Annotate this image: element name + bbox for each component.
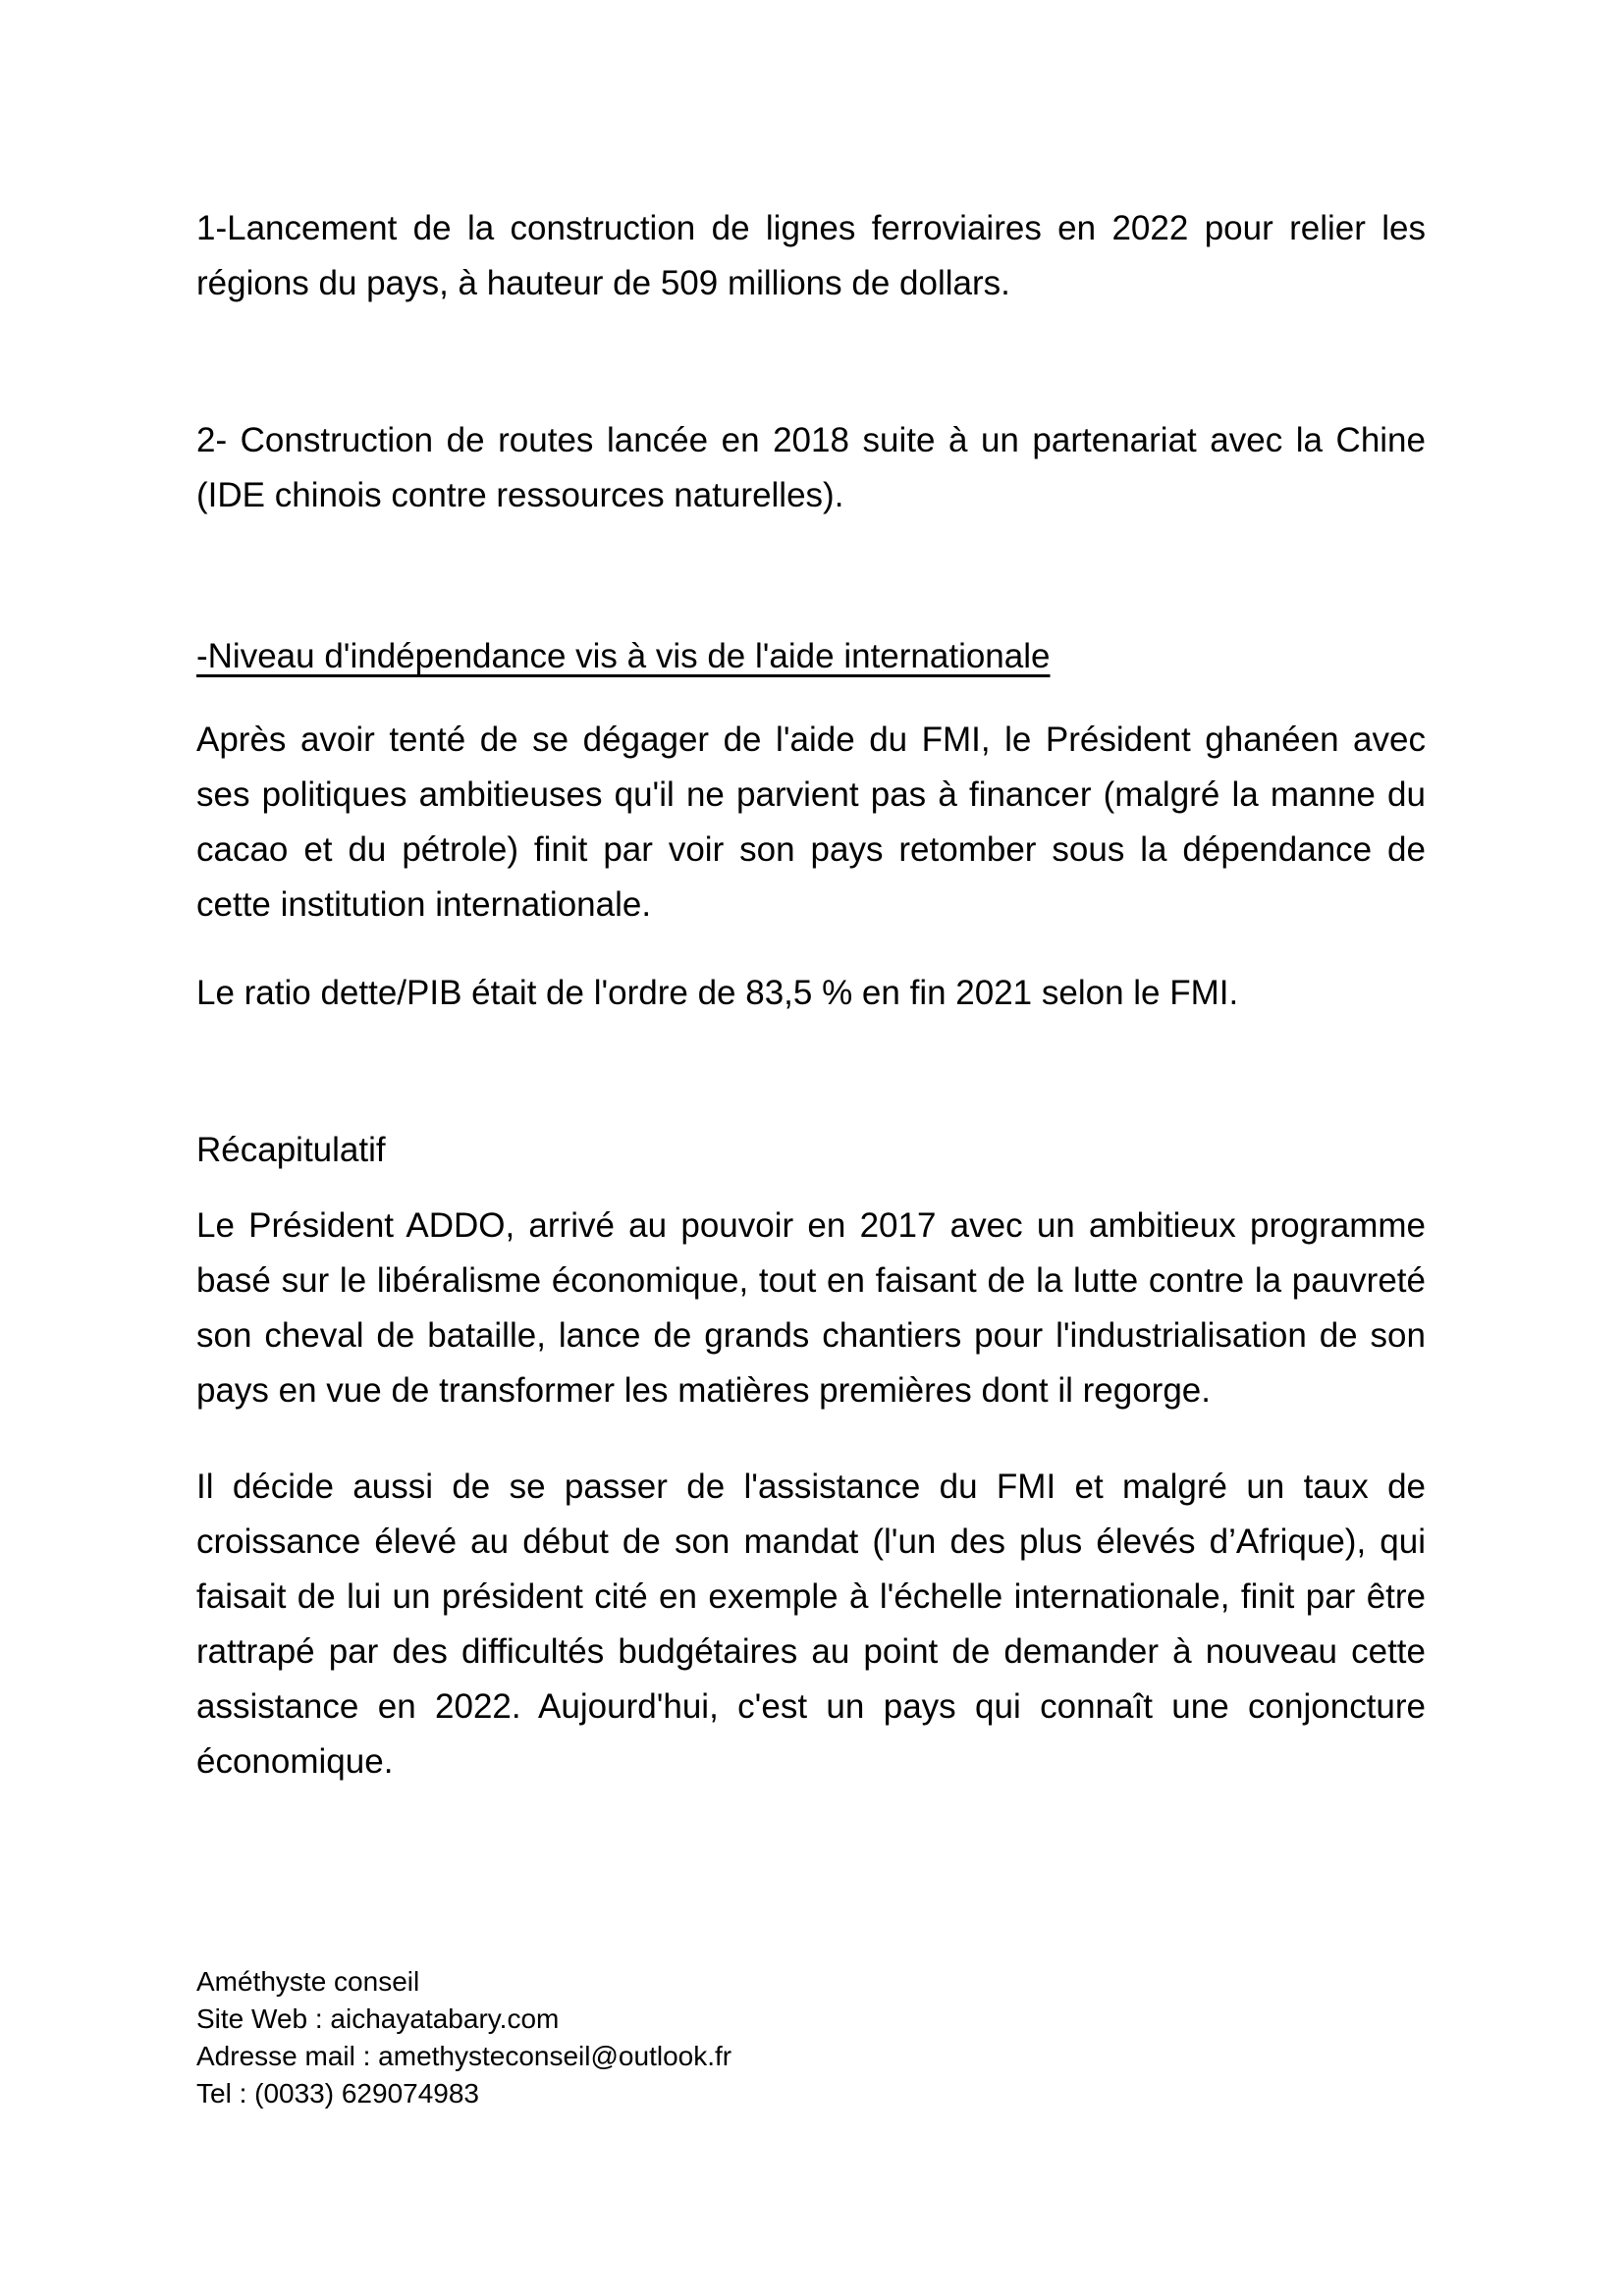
footer-phone: Tel : (0033) 629074983 [196,2078,479,2109]
footer-company: Améthyste conseil [196,1966,420,1997]
paragraph-debt-ratio: Le ratio dette/PIB était de l'ordre de 83,5 % en fin 2021 selon le FMI. [196,974,1239,1012]
footer-block [196,1963,1426,2112]
paragraph-fmi-dependence: Après avoir tenté de se dégager de l'aide du FMI, le Président ghanéen avec ses politiques ambitieuses qu'il ne parvient pas à financer (malgré la manne du cacao et du pétrole) finit par voir son pays retomber sous la dépendance de cette institution internationale. [196,721,1426,924]
section-heading-independence [196,629,1426,684]
paragraph-railways: 1-Lancement de la construction de lignes ferroviaires en 2022 pour relier les régions du pays, à hauteur de 509 millions de dollars. [196,209,1426,302]
paragraph-roads: 2- Construction de routes lancée en 2018 suite à un partenariat avec la Chine (IDE chinois contre ressources naturelles). [196,421,1426,514]
paragraph-addo-program: Le Président ADDO, arrivé au pouvoir en 2017 avec un ambitieux programme basé sur le libéralisme économique, tout en faisant de la lutte contre la pauvreté son cheval de bataille, lance de grands chantiers pour l'industrialisation de son pays en vue de transformer les matières premières dont il regorge. [196,1206,1426,1410]
paragraph-fmi-assistance: Il décide aussi de se passer de l'assistance du FMI et malgré un taux de croissance élevé au début de son mandat (l'un des plus élevés d’Afrique), qui faisait de lui un président cité en exemple à l'échelle internationale, finit par être rattrapé par des difficultés budgétaires au point de demander à nouveau cette assistance en 2022. Aujourd'hui, c'est un pays qui connaît une conjoncture économique. [196,1468,1426,1781]
section-heading-independence-text: -Niveau d'indépendance vis à vis de l'aide internationale [196,637,1051,675]
footer-email: Adresse mail : amethysteconseil@outlook.fr [196,2041,732,2071]
footer-website: Site Web : aichayatabary.com [196,2003,560,2034]
heading-recap: Récapitulatif [196,1131,386,1169]
